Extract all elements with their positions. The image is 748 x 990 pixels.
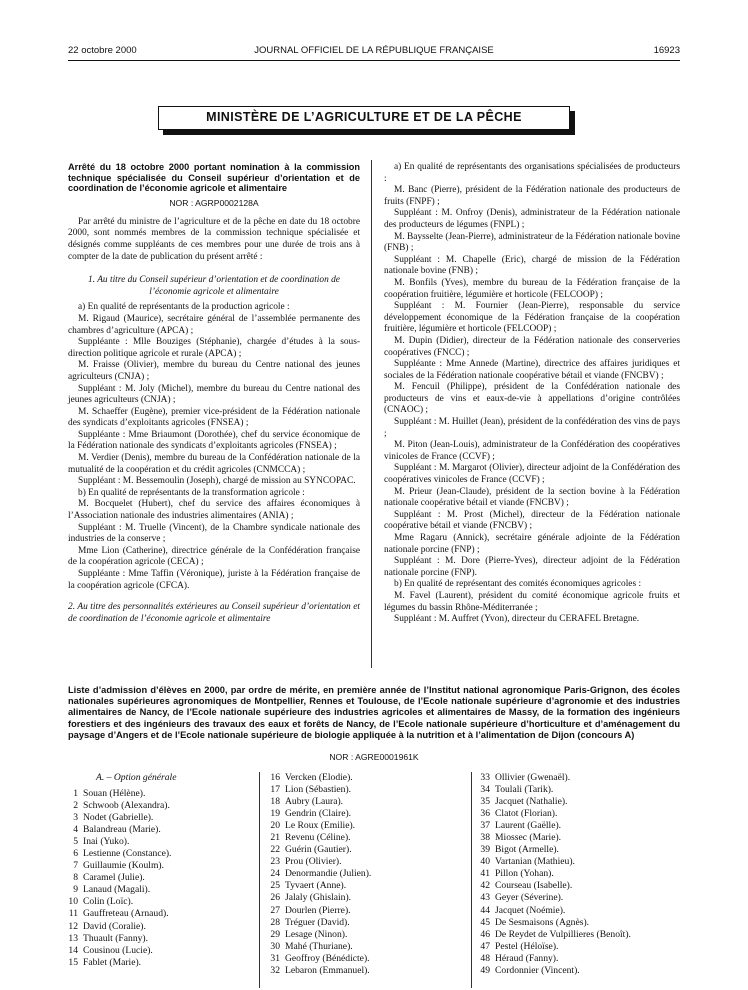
- list-item: [56, 788, 171, 800]
- list-item: [258, 844, 371, 856]
- student-name: Jacquet (Nathalie).: [495, 796, 568, 808]
- list-item: [468, 905, 631, 917]
- arrete-nor: NOR : AGRP0002128A: [169, 197, 259, 208]
- student-name: Héraud (Fanny).: [495, 952, 559, 964]
- rank-number: 21: [270, 832, 280, 844]
- rank-number: 25: [270, 880, 280, 892]
- list-item: [468, 941, 631, 953]
- paragraph: M. Schaeffer (Eugène), premier vice-président de la Fédération nationale des syndicats d’exploitants agricoles (FNSEA) ;: [68, 406, 360, 429]
- list-item: [258, 917, 371, 929]
- rank-number: 35: [480, 796, 490, 808]
- rank-number: 42: [480, 880, 490, 892]
- list-item: [468, 965, 631, 977]
- list-item: [56, 945, 171, 957]
- paragraph: Suppléant : M. Margarot (Olivier), directeur adjoint de la Confédération des coopératives vinicoles de France (CCVF) ;: [384, 463, 680, 486]
- list-item: [56, 921, 171, 933]
- list-item: [468, 953, 631, 965]
- paragraph: Suppléant : M. Truelle (Vincent), de la Chambre syndicale nationale des industries de la conserve ;: [68, 522, 360, 545]
- rank-number: 39: [480, 844, 490, 856]
- paragraph: M. Baysselte (Jean-Pierre), administrateur de la Fédération nationale bovine (FNB) ;: [384, 231, 680, 254]
- header-page-number: 16923: [653, 45, 680, 56]
- student-name: Nodet (Gabrielle).: [83, 812, 154, 824]
- paragraph: M. Fraisse (Olivier), membre du bureau du Centre national des jeunes agriculteurs (CNJA) ;: [68, 360, 360, 382]
- list-item: [258, 929, 371, 941]
- paragraph: Suppléant : M. Bessemoulin (Joseph), chargé de mission au SYNCOPAC.: [78, 476, 356, 487]
- rank-number: 17: [270, 784, 280, 796]
- list-item: [56, 896, 171, 908]
- student-name: Ollivier (Gwenaël).: [495, 772, 571, 783]
- student-name: Jacquet (Noémie).: [495, 904, 566, 916]
- section-1-heading: 1. Au titre du Conseil supérieur d’orientation et de coordination de l’économie agricole et alimentaire: [88, 275, 340, 297]
- paragraph: Suppléante : Mme Briaumont (Dorothée), chef du service économique de la Fédération nationale des syndicats d’exploitants agricoles (FNSEA) ;: [68, 429, 360, 452]
- column-divider: [371, 160, 372, 668]
- rank-number: 19: [270, 808, 280, 820]
- rank-number: 5: [73, 836, 78, 848]
- student-name: Pillon (Yohan).: [495, 868, 554, 880]
- student-name: Jalaly (Ghislain).: [285, 892, 352, 904]
- paragraph: Suppléante : Mlle Bouziges (Stéphanie), chargée d’études à la sous-direction politique agricole et rurale (APCA) ;: [68, 337, 360, 359]
- paragraph: M. Prieur (Jean-Claude), président de la section bovine à la Fédération nationale coopérative bétail et viande (FNCBV) ;: [384, 486, 680, 509]
- rank-number: 18: [270, 796, 280, 808]
- list-item: [258, 880, 371, 892]
- paragraph: M. Piton (Jean-Louis), administrateur de la Confédération des coopératives vinicoles de France (CCVF) ;: [384, 440, 680, 462]
- list-item: [468, 880, 631, 892]
- student-name: Aubry (Laura).: [285, 796, 344, 808]
- rank-number: 32: [270, 964, 280, 976]
- right-column: [384, 162, 680, 626]
- student-name: Denormandie (Julien).: [285, 868, 372, 880]
- paragraph: M. Rigaud (Maurice), secrétaire général de l’assemblée permanente des chambres d’agriculture (APCA) ;: [68, 313, 360, 336]
- rank-number: 31: [270, 952, 280, 964]
- rank-number: 12: [68, 920, 78, 932]
- list-item: [56, 908, 171, 920]
- paragraph: b) En qualité de représentant des comités économiques agricoles :: [394, 579, 642, 590]
- student-name: Cordonnier (Vincent).: [495, 964, 580, 976]
- student-name: Vartanian (Mathieu).: [495, 856, 575, 868]
- list-item: [56, 836, 171, 848]
- student-name: Tréguer (David).: [285, 916, 350, 928]
- list-item: [468, 868, 631, 880]
- student-name: Courseau (Isabelle).: [495, 880, 573, 892]
- paragraph: M. Favel (Laurent), président du comité économique agricole fruits et légumes du bassin Rhône-Méditerranée ;: [384, 590, 680, 613]
- student-name: Colin (Loïc).: [83, 896, 134, 908]
- list-item: [468, 796, 631, 808]
- rank-number: 15: [68, 956, 78, 968]
- student-name: Lanaud (Magali).: [83, 884, 151, 896]
- list-item: [468, 844, 631, 856]
- rank-number: 47: [480, 940, 490, 952]
- student-name: Inai (Yuko).: [83, 836, 130, 848]
- student-name: Toulali (Tarik).: [495, 784, 554, 796]
- paragraph: M. Dupin (Didier), directeur de la Fédération nationale des conserveries coopératives (FNCC) ;: [384, 335, 680, 358]
- rank-number: 11: [68, 908, 78, 920]
- rank-number: 6: [73, 848, 78, 860]
- list-item: [56, 824, 171, 836]
- arrete-intro: Par arrêté du ministre de l’agriculture et de la pêche en date du 18 octobre 2000, sont nommés membres de la commission technique spécialisée et désignés comme suppléants de ces membres pour une durée de trois ans à compter de la date de publication du présent arrêté :: [68, 216, 360, 262]
- rank-number: 46: [480, 928, 490, 940]
- list-item: [56, 884, 171, 896]
- left-paragraphs: [68, 302, 360, 592]
- list-item: [258, 868, 371, 880]
- rank-number: 3: [73, 812, 78, 824]
- rank-number: 27: [270, 904, 280, 916]
- header-rule: [68, 60, 680, 61]
- rank-number: 28: [270, 916, 280, 928]
- student-name: David (Coralie).: [83, 920, 146, 932]
- list-column-2: [258, 772, 371, 977]
- student-name: De Sesmaisons (Agnès).: [495, 916, 590, 928]
- rank-number: 37: [480, 820, 490, 832]
- paragraph: b) En qualité de représentants de la transformation agricole :: [78, 487, 305, 498]
- student-name: Tyvaert (Anne).: [285, 880, 347, 892]
- rank-number: 34: [480, 784, 490, 796]
- student-name: Mahé (Thuriane).: [285, 940, 353, 952]
- list-item: [258, 905, 371, 917]
- student-name: Balandreau (Marie).: [83, 824, 161, 836]
- student-name: Vercken (Elodie).: [285, 772, 353, 783]
- list-item: [258, 820, 371, 832]
- list-item: [468, 892, 631, 904]
- liste-title: Liste d’admission d’élèves en 2000, par ordre de mérite, en première année de l’Institut national agronomique Paris-Grignon, des écoles nationales supérieures agronomiques de Montpellier, Rennes et Toulouse, de l’Ecole nationale supérieure d’agronomie et des industries alimentaires de Nancy, de l’Ecole nationale supérieure des industries agricoles et alimentaires de Massy, de la formation des ingénieurs forestiers et des ingénieurs des travaux des eaux et forêts de Nancy, de l’Ecole nationale supérieure d’horticulture et d’aménagement du paysage d’Angers et de l’Ecole nationale supérieure de biologie appliquée à la nutrition et à l’alimentation de Dijon (concours A): [68, 685, 680, 740]
- rank-number: 8: [73, 872, 78, 884]
- list-item: [258, 941, 371, 953]
- header-date: 22 octobre 2000: [68, 45, 137, 56]
- section-2-heading: 2. Au titre des personnalités extérieures au Conseil supérieur d’orientation et de coordination de l’économie agricole et alimentaire: [68, 602, 360, 624]
- student-name: Lesage (Ninon).: [285, 928, 348, 940]
- paragraph: Suppléant : M. Joly (Michel), membre du bureau du Centre national des jeunes agriculteurs (CNJA) ;: [68, 383, 360, 406]
- rank-number: 29: [270, 928, 280, 940]
- list-item: [468, 917, 631, 929]
- student-name: Dourlen (Pierre).: [285, 904, 351, 916]
- left-column: [68, 162, 360, 625]
- student-name: Lebaron (Emmanuel).: [285, 964, 370, 976]
- rank-number: 23: [270, 856, 280, 868]
- paragraph: Mme Ragaru (Annick), secrétaire générale adjointe de la Fédération nationale porcine (FNP) ;: [384, 533, 680, 555]
- paragraph: M. Verdier (Denis), membre du bureau de la Confédération nationale de la mutualité de la coopération et du crédit agricoles (CNMCCA) ;: [68, 453, 360, 475]
- student-name: Le Roux (Emilie).: [285, 820, 356, 832]
- paragraph: Suppléant : M. Onfroy (Denis), administrateur de la Fédération nationale des producteurs de légumes (FNPL) ;: [384, 208, 680, 230]
- rank-number: 45: [480, 916, 490, 928]
- list-item: [56, 860, 171, 872]
- student-name: Laurent (Gaëlle).: [495, 820, 562, 832]
- rank-number: 9: [73, 884, 78, 896]
- student-name: Prou (Olivier).: [285, 856, 342, 868]
- list-item: [258, 892, 371, 904]
- paragraph: Suppléant : M. Prost (Michel), directeur de la Fédération nationale coopérative bétail et viande (FNCBV) ;: [384, 509, 680, 532]
- rank-number: 38: [480, 832, 490, 844]
- student-name: Revenu (Céline).: [285, 832, 351, 844]
- paragraph: M. Bonfils (Yves), membre du bureau de la Fédération française de la coopération fruitière, légumière et horticole (FELCOOP) ;: [384, 277, 680, 300]
- paragraph: M. Fencuil (Philippe), président de la Confédération nationale des producteurs de vins et eaux-de-vie à appellations d’origine contrôlées (CNAOC) ;: [384, 382, 680, 416]
- student-name: Lestienne (Constance).: [83, 848, 172, 860]
- rank-number: 43: [480, 892, 490, 904]
- header-journal-title: JOURNAL OFFICIEL DE LA RÉPUBLIQUE FRANÇAISE: [254, 45, 494, 56]
- student-name: Geoffroy (Bénédicte).: [285, 952, 370, 964]
- list-item: [258, 808, 371, 820]
- student-name: Gauffreteau (Arnaud).: [83, 908, 169, 920]
- paragraph: Suppléante : Mme Annede (Martine), directrice des affaires juridiques et sociales de la Fédération nationale coopérative bétail et viande (FNCBV) ;: [384, 359, 680, 381]
- list-column-1: [56, 788, 171, 969]
- list-item: [258, 856, 371, 868]
- paragraph: M. Bocquelet (Hubert), chef du service des affaires économiques à l’Association nationale des industries alimentaires (ANIA) ;: [68, 499, 360, 522]
- student-name: Schwoob (Alexandra).: [83, 800, 170, 812]
- list-item: [56, 933, 171, 945]
- list-item: [258, 784, 371, 796]
- student-name: Bigot (Armelle).: [495, 844, 559, 856]
- list-item: [258, 796, 371, 808]
- list-item: [468, 784, 631, 796]
- list-item: [468, 808, 631, 820]
- rank-number: 13: [68, 932, 78, 944]
- rank-number: 33: [480, 772, 490, 783]
- rank-number: 48: [480, 952, 490, 964]
- paragraph: Suppléant : M. Chapelle (Eric), chargé de mission de la Fédération nationale bovine (FNB) ;: [384, 254, 680, 277]
- rank-number: 44: [480, 904, 490, 916]
- ministry-heading: MINISTÈRE DE L’AGRICULTURE ET DE LA PÊCHE: [158, 106, 570, 130]
- rank-number: 36: [480, 808, 490, 820]
- student-name: Lion (Sébastien).: [285, 784, 352, 796]
- liste-nor: NOR : AGRE0001961K: [329, 752, 419, 762]
- rank-number: 20: [270, 820, 280, 832]
- student-name: Thuault (Fanny).: [83, 932, 149, 944]
- rank-number: 4: [73, 824, 78, 836]
- list-item: [258, 832, 371, 844]
- student-name: Cousinou (Lucie).: [83, 944, 153, 956]
- rank-number: 26: [270, 892, 280, 904]
- paragraph: a) En qualité de représentants de la production agricole :: [78, 302, 290, 313]
- list-item: [258, 772, 371, 784]
- rank-number: 49: [480, 964, 490, 976]
- student-name: Guérin (Gautier).: [285, 844, 352, 856]
- paragraph: a) En qualité de représentants des organisations spécialisées de producteurs :: [384, 162, 680, 184]
- rank-number: 41: [480, 868, 490, 880]
- list-item: [468, 832, 631, 844]
- list-item: [56, 848, 171, 860]
- student-name: Miossec (Marie).: [495, 832, 562, 844]
- paragraph: Suppléant : M. Dore (Pierre-Yves), directeur adjoint de la Fédération nationale porcine (FNP).: [384, 556, 680, 578]
- rank-number: 7: [73, 860, 78, 872]
- student-name: Souan (Hélène).: [83, 788, 146, 799]
- list-item: [258, 965, 371, 977]
- student-name: Caramel (Julie).: [83, 872, 145, 884]
- rank-number: 16: [270, 772, 280, 783]
- rank-number: 30: [270, 940, 280, 952]
- paragraph: Suppléant : M. Auffret (Yvon), directeur du CERAFEL Bretagne.: [394, 614, 640, 625]
- rank-number: 10: [68, 896, 78, 908]
- student-name: Clatot (Florian).: [495, 808, 558, 820]
- list-item: [56, 812, 171, 824]
- paragraph: Suppléant : M. Fournier (Jean-Pierre), responsable du service développement économique de la Fédération française de la coopération fruitière, légumière et horticole (FELCOOP) ;: [384, 301, 680, 335]
- rank-number: 24: [270, 868, 280, 880]
- right-paragraphs: [384, 162, 680, 626]
- student-name: Geyer (Séverine).: [495, 892, 564, 904]
- list-item: [56, 872, 171, 884]
- list-column-3: [468, 772, 631, 977]
- list-item: [56, 800, 171, 812]
- rank-number: 2: [73, 800, 78, 812]
- rank-number: 14: [68, 944, 78, 956]
- student-name: Pestel (Héloïse).: [495, 940, 559, 952]
- rank-number: 1: [73, 788, 78, 799]
- list-item: [468, 772, 631, 784]
- paragraph: M. Banc (Pierre), président de la Fédération nationale des producteurs de fruits (FNPF) ;: [384, 185, 680, 207]
- rank-number: 40: [480, 856, 490, 868]
- student-name: Fablet (Marie).: [83, 956, 142, 968]
- list-item: [258, 953, 371, 965]
- student-name: Gendrin (Claire).: [285, 808, 352, 820]
- list-item: [56, 957, 171, 969]
- paragraph: Suppléant : M. Huillet (Jean), président de la confédération des vins de pays ;: [384, 417, 680, 439]
- list-item: [468, 929, 631, 941]
- paragraph: Mme Lion (Catherine), directrice générale de la Confédération française de la coopération agricole (CECA) ;: [68, 545, 360, 568]
- list-item: [468, 820, 631, 832]
- list-item: [468, 856, 631, 868]
- student-name: Guillaumie (Koulm).: [83, 860, 164, 872]
- option-heading: A. – Option générale: [96, 772, 177, 783]
- student-name: De Reydet de Vulpillieres (Benoît).: [495, 928, 631, 940]
- arrete-title: Arrêté du 18 octobre 2000 portant nomination à la commission technique spécialisée du Conseil supérieur d’orientation et de coordination de l’économie agricole et alimentaire: [68, 162, 360, 194]
- rank-number: 22: [270, 844, 280, 856]
- paragraph: Suppléante : Mme Taffin (Véronique), juriste à la Fédération française de la coopération agricole (CFCA).: [68, 569, 360, 591]
